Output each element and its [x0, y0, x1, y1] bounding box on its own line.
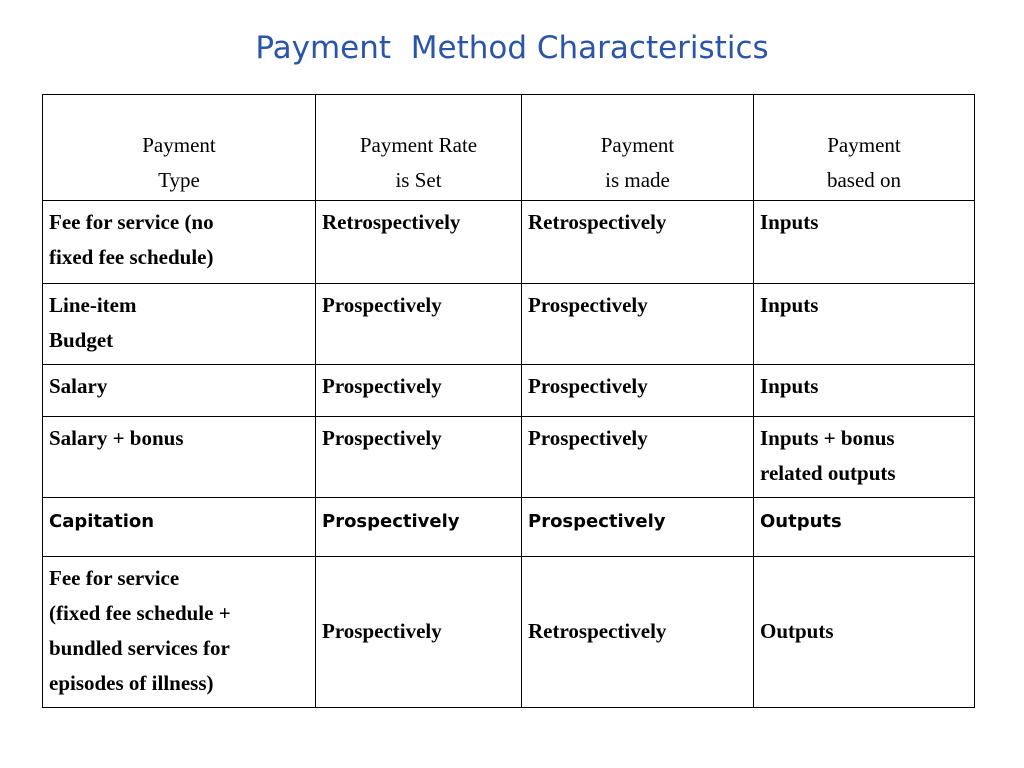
cell-based-on: Inputs + bonus related outputs [754, 417, 975, 498]
cell-payment-made: Retrospectively [522, 201, 754, 284]
cell-rate-set: Prospectively [316, 417, 522, 498]
cell-rate-set: Prospectively [316, 498, 522, 557]
table-row [43, 365, 975, 417]
cell-rate-set: Prospectively [316, 284, 522, 365]
cell-payment-type: Fee for service (no fixed fee schedule) [43, 201, 316, 284]
cell-payment-made: Retrospectively [522, 557, 754, 708]
cell-based-on: Inputs [754, 201, 975, 284]
header-payment-made: Payment is made [522, 95, 754, 201]
header-payment-based-on: Payment based on [754, 95, 975, 201]
cell-payment-type: Capitation [43, 498, 316, 557]
table-row [43, 557, 975, 708]
header-payment-rate-set: Payment Rate is Set [316, 95, 522, 201]
table-row [43, 201, 975, 284]
cell-payment-type: Salary [43, 365, 316, 417]
cell-based-on: Outputs [754, 557, 975, 708]
cell-payment-made: Prospectively [522, 365, 754, 417]
cell-payment-made: Prospectively [522, 498, 754, 557]
cell-payment-made: Prospectively [522, 284, 754, 365]
header-payment-type: Payment Type [43, 95, 316, 201]
table-row [43, 417, 975, 498]
cell-based-on: Inputs [754, 284, 975, 365]
cell-payment-type: Fee for service (fixed fee schedule + bundled services for episodes of illness) [43, 557, 316, 708]
table-row [43, 284, 975, 365]
cell-based-on: Inputs [754, 365, 975, 417]
cell-payment-type: Line-item Budget [43, 284, 316, 365]
cell-rate-set: Prospectively [316, 557, 522, 708]
cell-rate-set: Retrospectively [316, 201, 522, 284]
cell-payment-made: Prospectively [522, 417, 754, 498]
payment-methods-table [42, 94, 975, 708]
table-header-row [43, 95, 975, 201]
slide-title: Payment Method Characteristics [255, 30, 769, 66]
cell-payment-type: Salary + bonus [43, 417, 316, 498]
cell-rate-set: Prospectively [316, 365, 522, 417]
cell-based-on: Outputs [754, 498, 975, 557]
table-row [43, 498, 975, 557]
